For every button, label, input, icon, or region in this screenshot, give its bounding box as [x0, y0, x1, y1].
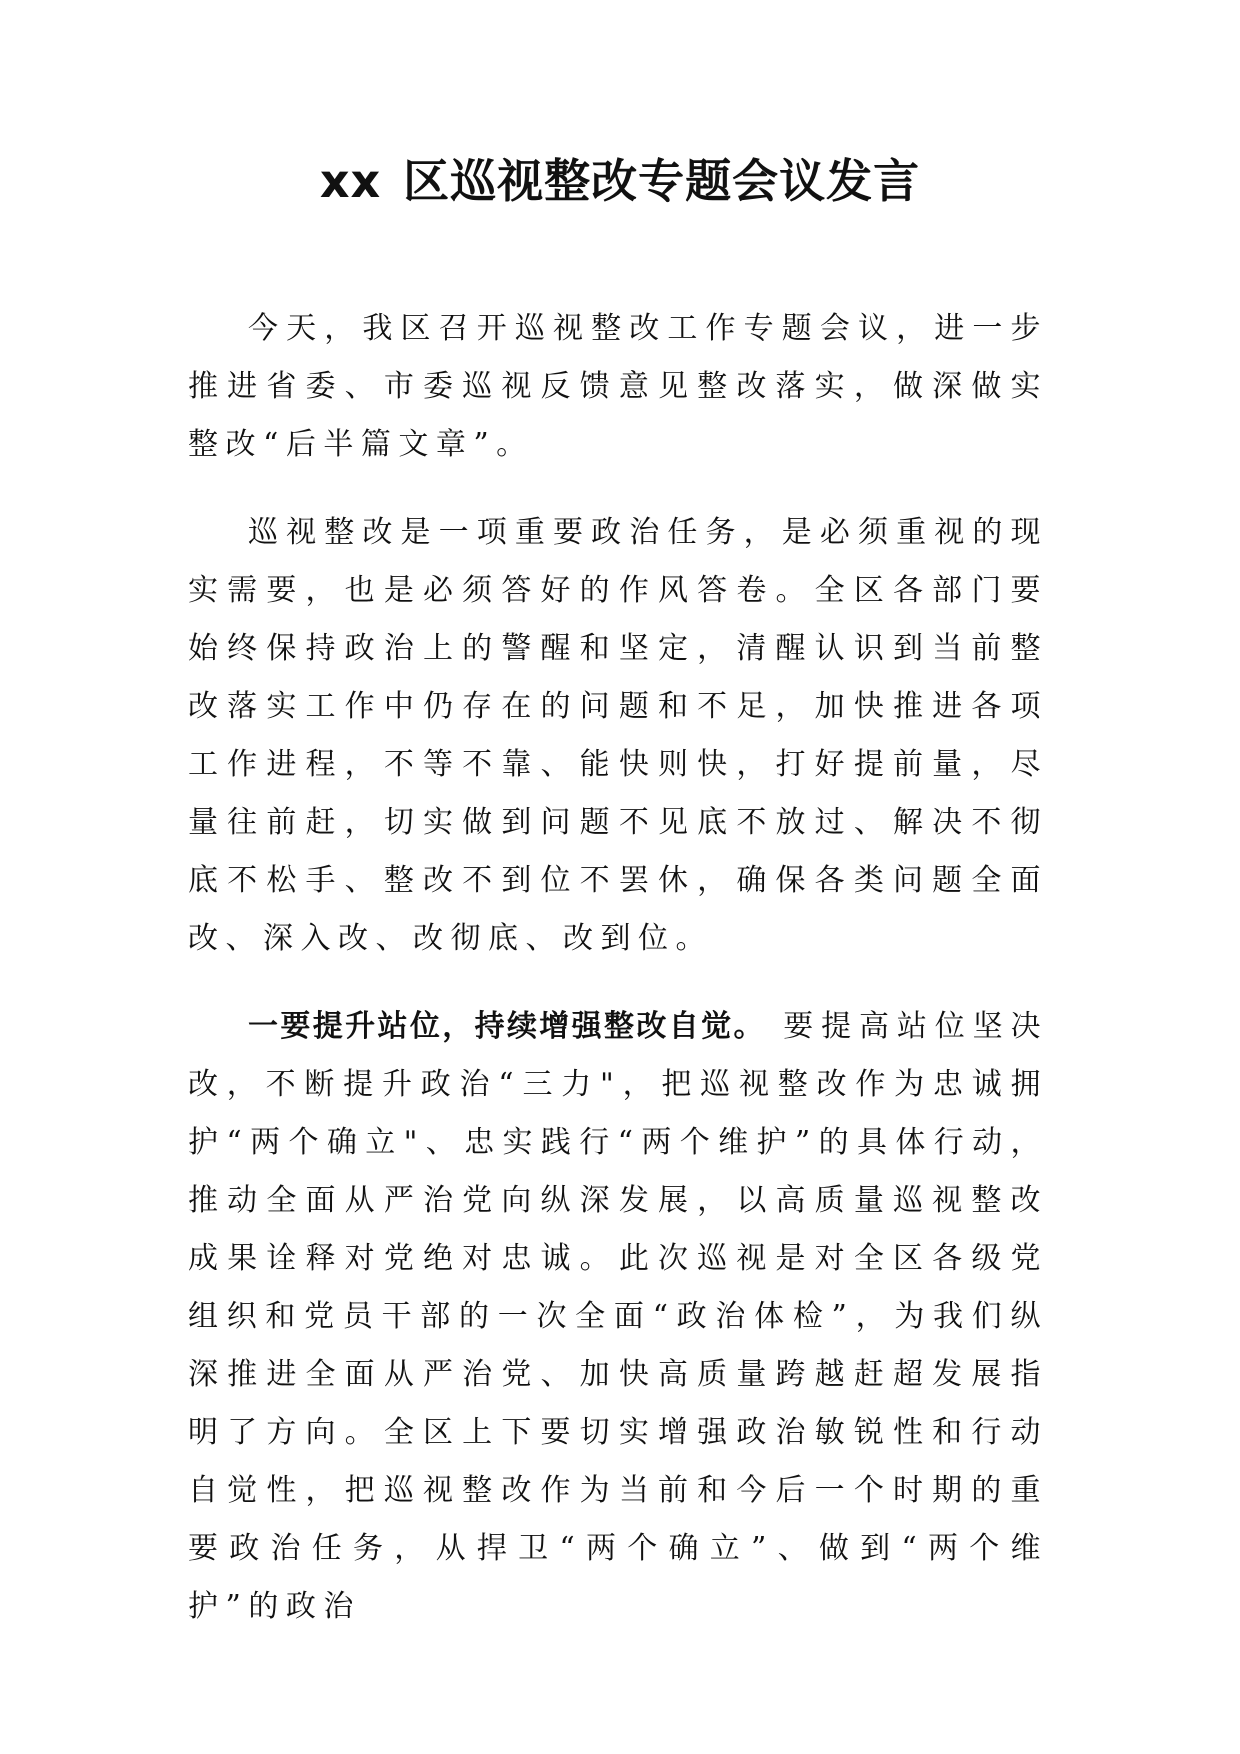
paragraph-point-one [188, 998, 1048, 1636]
title-code: xx [319, 154, 382, 208]
paragraph-text: 巡视整改是一项重要政治任务，是必须重视的现实需要，也是必须答好的作风答卷。全区各部门要始终保持政治上的警醒和坚定，清醒认识到当前整改落实工作中仍存在的问题和不足，加快推进各项工作进程，不等不靠、能快则快，打好提前量，尽量往前赶，切实做到问题不见底不放过、解决不彻底不松手、整改不到位不罢休，确保各类问题全面改、深入改、改彻底、改到位。 [188, 515, 1048, 956]
paragraph-lead-heading: 一要提升站位，持续增强整改自觉。 [248, 1009, 766, 1044]
document-title [0, 154, 1240, 208]
paragraph-rectification-task [188, 504, 1048, 968]
paragraph-intro [188, 300, 1048, 474]
paragraph-text: 要提高站位坚决改，不断提升政治“三力"，把巡视整改作为忠诚拥护“两个确立"、忠实践行“两个维护”的具体行动，推动全面从严治党向纵深发展，以高质量巡视整改成果诠释对党绝对忠诚。此次巡视是对全区各级党组织和党员干部的一次全面“政治体检”，为我们纵深推进全面从严治党、加快高质量跨越赶超发展指明了方向。全区上下要切实增强政治敏锐性和行动自觉性，把巡视整改作为当前和今后一个时期的重要政治任务，从捍卫“两个确立”、做到“两个维护”的政治 [188, 1009, 1048, 1624]
paragraph-text: 今天，我区召开巡视整改工作专题会议，进一步推进省委、市委巡视反馈意见整改落实，做深做实整改“后半篇文章”。 [188, 311, 1048, 462]
document-body [188, 300, 1048, 1666]
title-text: 区巡视整改专题会议发言 [403, 154, 921, 208]
